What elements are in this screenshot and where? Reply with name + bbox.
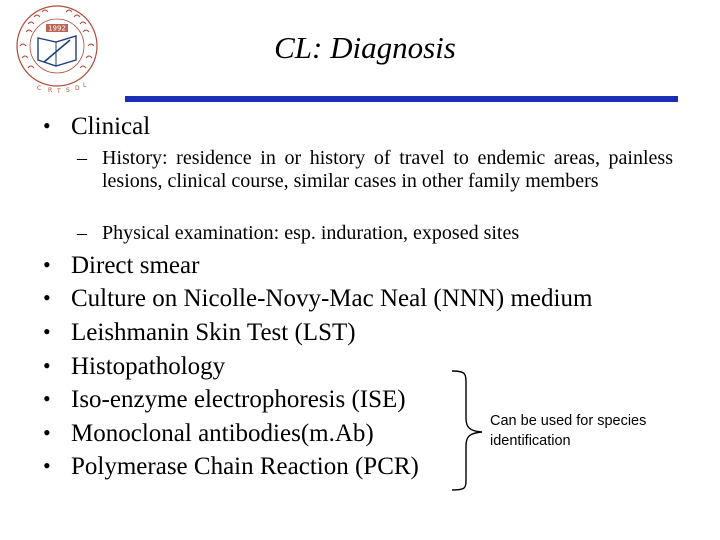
svg-text:R: R: [48, 87, 53, 94]
bracket-note: Can be used for species identification: [490, 413, 647, 449]
bullet-dot: •: [43, 319, 51, 344]
logo-year: 1992: [48, 24, 66, 33]
sub-bullet-text: History: residence in or history of travel to endemic areas, painless lesions, clinical course, similar cases in other family members: [102, 147, 673, 192]
list-item-text: Histopathology: [71, 353, 226, 380]
dash-marker: –: [77, 147, 87, 169]
list-item-text: Monoclonal antibodies(m.Ab): [71, 420, 374, 447]
list-item-text: Direct smear: [71, 252, 200, 279]
svg-text:S: S: [66, 87, 70, 94]
bullet-dot: •: [43, 252, 51, 277]
list-item-text: Leishmanin Skin Test (LST): [71, 319, 356, 346]
bullet-dot: •: [43, 353, 51, 378]
list-item-text: Polymerase Chain Reaction (PCR): [71, 453, 419, 480]
svg-text:D: D: [75, 85, 80, 92]
list-item-text: Culture on Nicolle-Novy-Mac Neal (NNN) medium: [71, 285, 593, 312]
bullet-dot: •: [43, 386, 51, 411]
slide-title: CL: Diagnosis: [274, 30, 456, 65]
bullet-label: Clinical: [71, 113, 151, 140]
bullet-dot: •: [43, 453, 51, 478]
svg-text:T: T: [57, 88, 61, 95]
bullet-dot: •: [43, 285, 51, 310]
dash-marker: –: [77, 222, 87, 244]
bullet-dot: •: [43, 420, 51, 445]
svg-text:C: C: [37, 85, 42, 92]
svg-text:L: L: [83, 82, 87, 89]
sub-bullet-text: Physical examination: esp. induration, exposed sites: [102, 222, 520, 244]
bullet-dot: •: [43, 113, 51, 138]
list-item-text: Iso-enzyme electrophoresis (ISE): [71, 386, 406, 413]
